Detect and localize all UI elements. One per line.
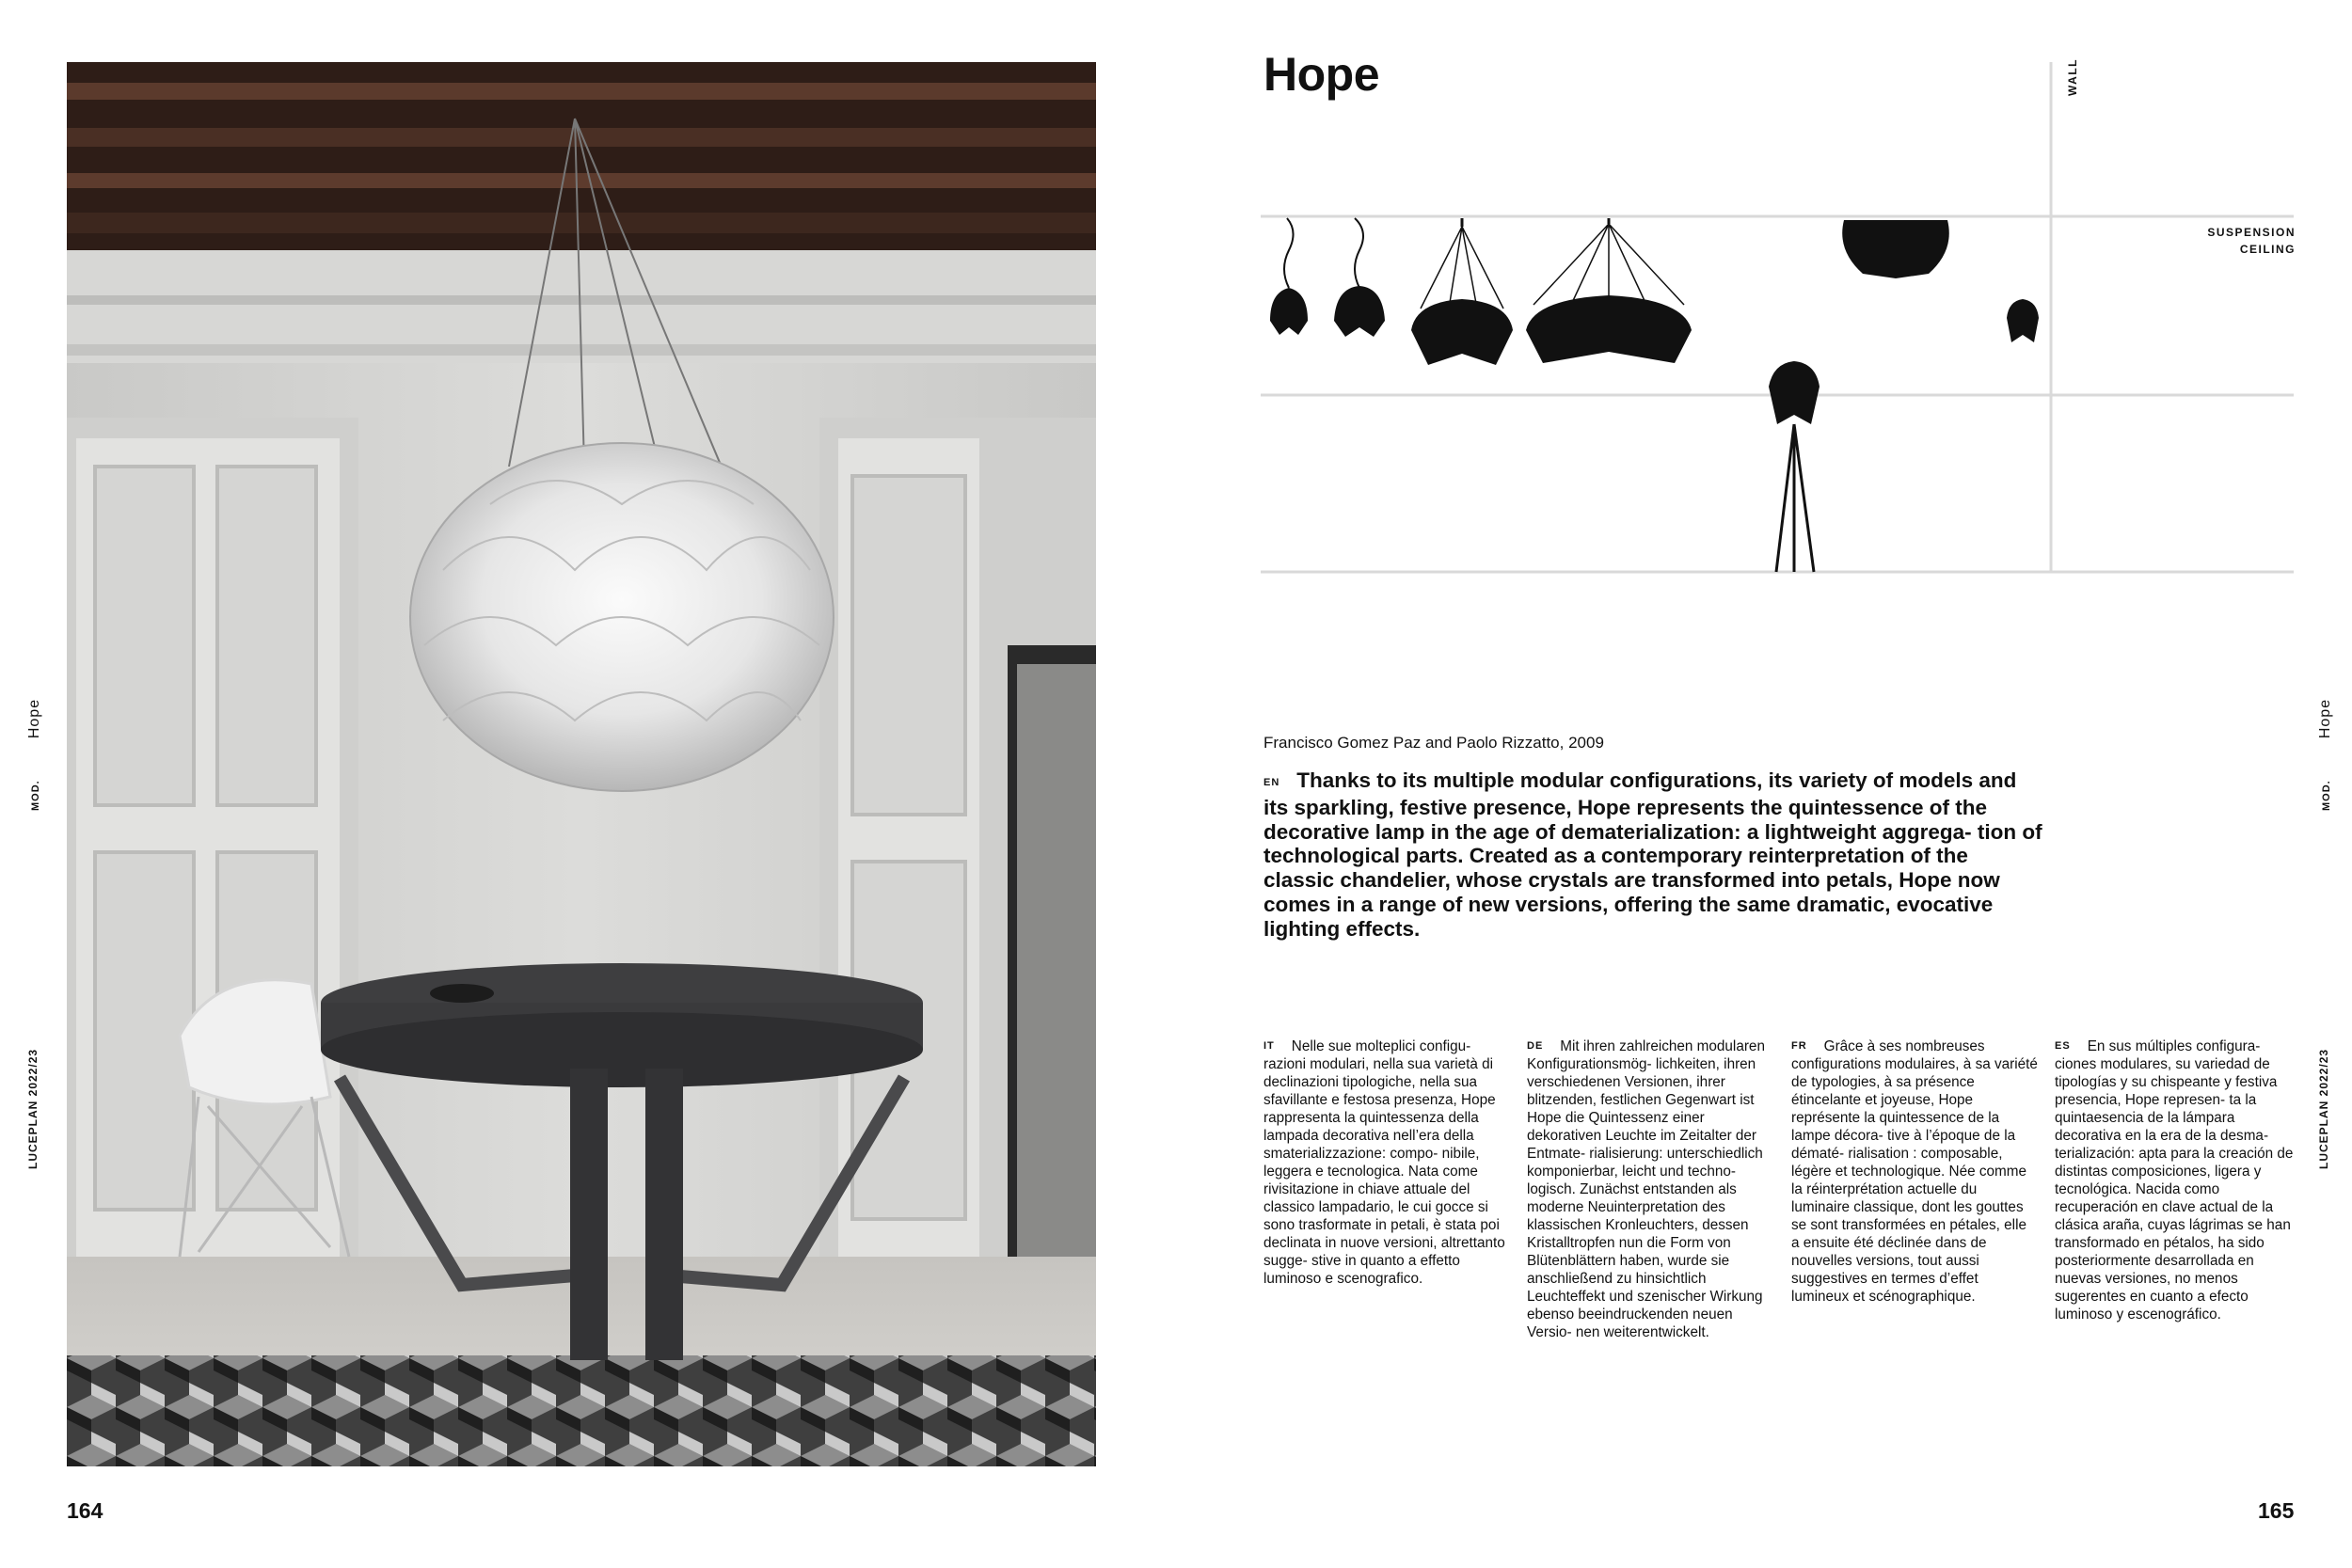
running-head-name: Hope: [2317, 698, 2333, 739]
lead-paragraph: [1263, 768, 2044, 942]
left-page-number: 164: [67, 1498, 103, 1523]
lead-text: Thanks to its multiple modular configurations, its variety of models and its sparkling, festive presence, Hope represents the quintessence of the decorative lamp in the age of dematerialization: a lightweight aggrega- tion of technological parts. Created as a contemporary reinterpretation of the classic chandelier, whose crystals are transformed into petals, Hope now comes in a range of new versions, offering the same dramatic, evocative lighting effects.: [1263, 768, 2042, 941]
label-wall: WALL: [2066, 58, 2079, 96]
hope-lamp-family-silhouettes-icon: [1261, 62, 2296, 579]
lang-code: ES: [2055, 1040, 2071, 1052]
running-head-mod: MOD.: [2321, 780, 2332, 811]
column-text: Nelle sue molteplici configu- razioni modulari, nella sua varietà di declinazioni tipologiche, nella sua sfavillante e festosa presenza, Hope rappresenta la quintessenza della lampada decorativa nell’era della smaterializzazione: compo- nibile, leggera e tecnologica. Nata come rivisitazione in chiave attuale del classico lampadario, le cui gocce si sono trasformate in petali, è stata poi declinata in nuove versioni, altrettanto sugge- stive in quanto a effetto luminoso e scenografico.: [1263, 1038, 1505, 1287]
lang-code-en: EN: [1263, 777, 1280, 788]
label-suspension: SUSPENSION: [2207, 226, 2296, 239]
designer-credit: Francisco Gomez Paz and Paolo Rizzatto, 2009: [1263, 734, 1604, 752]
interior-photo-hope-lamp-icon: [67, 62, 1096, 1466]
label-suspension-ceiling: [2117, 224, 2296, 258]
column-text: Grâce à ses nombreuses configurations modulaires, à sa variété de typologies, à sa présence étincelante et joyeuse, Hope représente la quintessence de la lampe décora- tive à l’époque de la dématé- rialisation : composable, légère et technologique. Née comme la réinterprétation actuelle du luminaire classique, dont les gouttes se sont transformées en pétales, elle a ensuite été déclinée dans de nouvelles versions, tout aussi suggestives en termes d’effet lumineux et scénographique.: [1791, 1038, 2038, 1305]
column-text: En sus múltiples configura- ciones modulares, su variedad de tipologías y su chispeante y festiva presencia, Hope represen- ta la quintaesencia de la lámpara decorativa en la era de la desma- terialización: apta para la creación de distintas composiciones, ligera y tecnológica. Nacida como recuperación en clave actual de la clásica araña, cuyas lágrimas se han transformado en pétalos, ha sido posteriormente desarrollada en nuevas versiones, no menos sugerentes en cuanto a efecto luminoso y escenográfico.: [2055, 1038, 2294, 1323]
right-running-head: [2317, 699, 2334, 811]
running-head-name: Hope: [26, 698, 42, 739]
interior-photo: [67, 62, 1096, 1466]
lang-code: DE: [1527, 1040, 1544, 1052]
running-head-mod: MOD.: [30, 780, 41, 811]
column-fr: [1791, 1037, 2038, 1306]
column-text: Mit ihren zahlreichen modularen Konfigurationsmög- lichkeiten, ihren verschiedenen Versionen, ihrer blitzenden, festlichen Gegenwart ist Hope die Quintessenz einer dekorativen Leuchte im Zeitalter der Entmate- rialisierung: unterschiedlich komponierbar, leicht und techno- logisch. Zunächst entstanden als moderne Neuinterpretation des klassischen Kronleuchters, dessen Kristalltropfen nun die Form von Blütenblättern haben, wurde sie anschließend zu hinsichtlich Leuchteffekt und szenischer Wirkung ebenso beeindruckenden neuen Versio- nen weiterentwickelt.: [1527, 1038, 1765, 1340]
lang-code: IT: [1263, 1040, 1275, 1052]
label-ceiling: CEILING: [2239, 243, 2296, 256]
column-es: [2055, 1037, 2301, 1323]
lang-code: FR: [1791, 1040, 1807, 1052]
column-it: [1263, 1037, 1510, 1288]
right-running-foot: LUCEPLAN 2022/23: [2317, 1048, 2330, 1169]
left-running-foot: LUCEPLAN 2022/23: [26, 1048, 40, 1169]
page-title: Hope: [1263, 48, 1379, 101]
left-running-head: [26, 699, 43, 811]
right-page-number: 165: [2258, 1498, 2295, 1523]
column-de: [1527, 1037, 1773, 1341]
